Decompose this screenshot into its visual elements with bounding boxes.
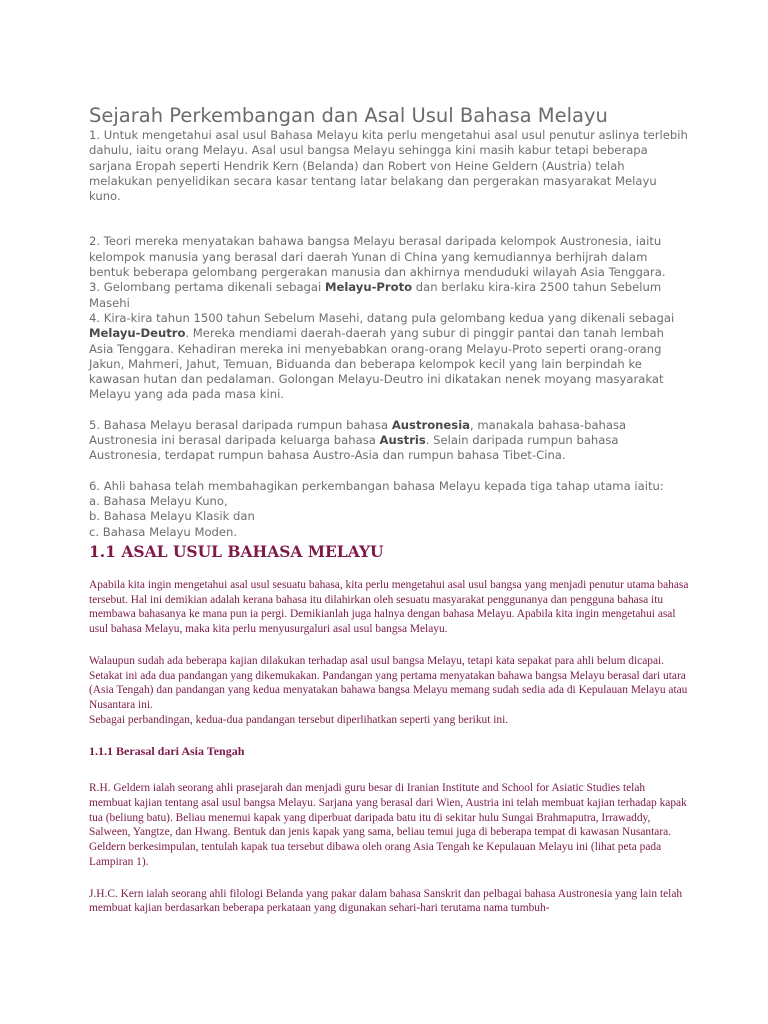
term-melayu-deutro: Melayu-Deutro bbox=[89, 326, 186, 341]
list-item-c: c. Bahasa Melayu Moden. bbox=[89, 524, 238, 539]
paragraph-4: 4. Kira-kira tahun 1500 tahun Sebelum Masehi, datang pula gelombang kedua yang dikenali sebagai Melayu-Deutro. Mereka mendiami daerah-daerah yang subur di pinggir pantai dan tanah lembah Asia Tenggara. Kehadiran mereka ini menyebabkan orang-orang Melayu-Proto seperti orang-orang Jakun, Mahmeri, Jahut, Temuan, Biduanda dan beberapa kelompok kecil yang lain berpindah ke kawasan hutan dan pedalaman. Golongan Melayu-Deutro ini dikatakan nenek moyang masyarakat Melayu yang ada pada masa kini. bbox=[89, 310, 675, 402]
section-paragraph-4: R.H. Geldern ialah seorang ahli prasejarah dan menjadi guru besar di Iranian Institute and School for Asiatic Studies telah membuat kajian tentang asal usul bangsa Melayu. Sarjana yang berasal dari Wien, Austria ini telah membuat kajian terhadap kapak tua (beliung batu). Beliau menemui kapak yang diperbuat daripada batu itu di sekitar hulu Sungai Brahmaputra, Irrawaddy, Salween, Yangtze, dan Hwang. Bentuk dan jenis kapak yang sama, beliau temui juga di beberapa tempat di kawasan Nusantara. Geldern berkesimpulan, tentulah kapak tua tersebut dibawa oleh orang Asia Tengah ke Kepulauan Melayu ini (lihat peta pada Lampiran 1). bbox=[89, 782, 687, 868]
document-title: Sejarah Perkembangan dan Asal Usul Bahasa Melayu bbox=[89, 104, 608, 127]
term-austris: Austris bbox=[379, 433, 426, 448]
paragraph-2: 2. Teori mereka menyatakan bahawa bangsa Melayu berasal daripada kelompok Austronesia, iaitu kelompok manusia yang berasal dari daerah Yunan di China yang kemudiannya berhijrah dalam bentuk beberapa gelombang pergerakan manusia dan akhirnya menduduki wilayah Asia Tenggara. bbox=[89, 234, 666, 280]
section-paragraph-5: J.H.C. Kern ialah seorang ahli filologi Belanda yang pakar dalam bahasa Sanskrit dan pelbagai bahasa Austronesia yang lain telah membuat kajian berdasarkan beberapa perkataan yang digunakan sehari-hari terutama nama tumbuh- bbox=[89, 887, 683, 915]
section-heading: 1.1 ASAL USUL BAHASA MELAYU bbox=[89, 542, 384, 561]
paragraph-1: 1. Untuk mengetahui asal usul Bahasa Melayu kita perlu mengetahui asal usul penutur aslinya terlebih dahulu, iaitu orang Melayu. Asal usul bangsa Melayu sehingga kini masih kabur tetapi beberapa sarjana Eropah seperti Hendrik Kern (Belanda) dan Robert von Heine Geldern (Austria) telah melakukan penyelidikan secara kasar tentang latar belakang dan pergerakan masyarakat Melayu kuno. bbox=[89, 128, 688, 204]
list-item-b: b. Bahasa Melayu Klasik dan bbox=[89, 509, 255, 524]
section-paragraph-1: Apabila kita ingin mengetahui asal usul sesuatu bahasa, kita perlu mengetahui asal usul bangsa yang menjadi penutur utama bahasa tersebut. Hal ini demikian adalah kerana bahasa itu dilahirkan oleh sesuatu masyarakat penggunanya dan pengguna bahasa itu membawa bahasanya ke mana pun ia pergi. Demikianlah juga halnya dengan bahasa Melayu. Apabila kita ingin mengetahui asal usul bahasa Melayu, maka kita perlu menyusurgaluri asal usul bangsa Melayu. bbox=[89, 579, 689, 636]
paragraph-6: 6. Ahli bahasa telah membahagikan perkembangan bahasa Melayu kepada tiga tahap utama iaitu: bbox=[89, 478, 664, 493]
paragraph-3: 3. Gelombang pertama dikenali sebagai Melayu-Proto dan berlaku kira-kira 2500 tahun Sebelum Masehi bbox=[89, 280, 662, 310]
subsection-heading: 1.1.1 Berasal dari Asia Tengah bbox=[89, 744, 245, 759]
section-paragraph-2: Walaupun sudah ada beberapa kajian dilakukan terhadap asal usul bangsa Melayu, tetapi kata sepakat para ahli belum dicapai. Setakat ini ada dua pandangan yang dikemukakan. Pandangan yang pertama menyatakan bahawa bangsa Melayu berasal dari utara (Asia Tengah) dan pandangan yang kedua menyatakan bahawa bangsa Melayu memang sudah sedia ada di Kepulauan Melayu atau Nusantara ini. bbox=[89, 654, 688, 711]
list-item-a: a. Bahasa Melayu Kuno, bbox=[89, 493, 228, 508]
paragraph-5: 5. Bahasa Melayu berasal daripada rumpun bahasa Austronesia, manakala bahasa-bahasa Austronesia ini berasal daripada keluarga bahasa Austris. Selain daripada rumpun bahasa Austronesia, terdapat rumpun bahasa Austro-Asia dan rumpun bahasa Tibet-Cina. bbox=[89, 417, 627, 463]
intro-section bbox=[89, 128, 689, 540]
section-paragraph-3: Sebagai perbandingan, kedua-dua pandangan tersebut diperlihatkan seperti yang berikut ini. bbox=[89, 713, 509, 726]
term-austronesia: Austronesia bbox=[391, 417, 470, 432]
term-melayu-proto: Melayu-Proto bbox=[324, 280, 413, 295]
section-body bbox=[89, 578, 689, 916]
